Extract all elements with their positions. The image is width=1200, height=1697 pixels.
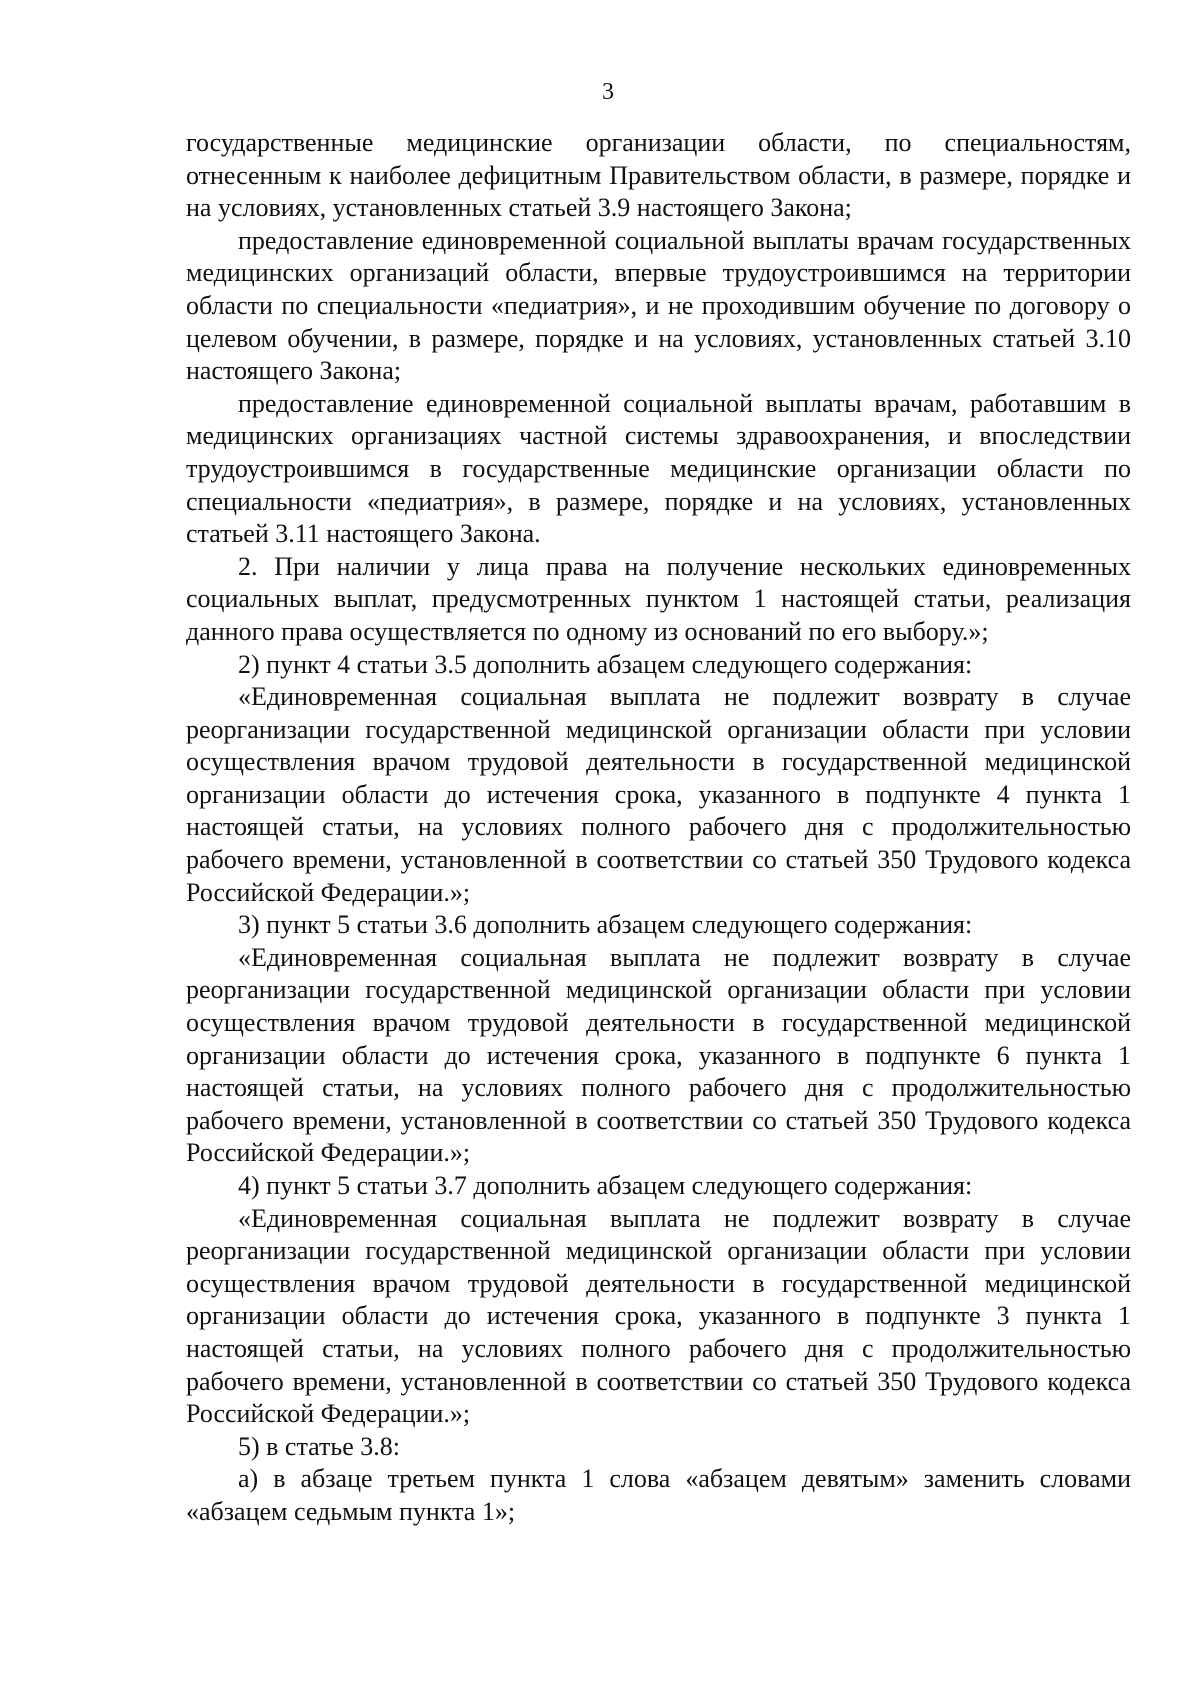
paragraph: предоставление единовременной социальной выплаты врачам государственных медицинских организаций области, впервые трудоустроившимся на территории области по специальности «педиатрия», и не проходившим обучение по договору о целевом обучении, в размере, порядке и на условиях, установленных статьей 3.10 настоящего Закона;	[186, 225, 1131, 386]
paragraph: 3) пункт 5 статьи 3.6 дополнить абзацем следующего содержания:	[238, 910, 973, 940]
paragraph: «Единовременная социальная выплата не подлежит возврату в случае реорганизации государственной медицинской организации области при условии осуществления врачом трудовой деятельности в государственной медицинской организации области до истечения срока, указанного в подпункте 6 пункта 1 настоящей статьи, на условиях полного рабочего дня с продолжительностью рабочего времени, установленной в соответствии со статьей 350 Трудового кодекса Российской Федерации.»;	[186, 942, 1131, 1168]
paragraph: «Единовременная социальная выплата не подлежит возврату в случае реорганизации государственной медицинской организации области при условии осуществления врачом трудовой деятельности в государственной медицинской организации области до истечения срока, указанного в подпункте 4 пункта 1 настоящей статьи, на условиях полного рабочего дня с продолжительностью рабочего времени, установленной в соответствии со статьей 350 Трудового кодекса Российской Федерации.»;	[186, 682, 1131, 907]
paragraph: «Единовременная социальная выплата не подлежит возврату в случае реорганизации государственной медицинской организации области при условии осуществления врачом трудовой деятельности в государственной медицинской организации области до истечения срока, указанного в подпункте 3 пункта 1 настоящей статьи, на условиях полного рабочего дня с продолжительностью рабочего времени, установленной в соответствии со статьей 350 Трудового кодекса Российской Федерации.»;	[186, 1203, 1131, 1429]
paragraph: а) в абзаце третьем пункта 1 слова «абзацем девятым» заменить словами «абзацем седьмым пункта 1»;	[186, 1464, 1131, 1526]
paragraph: 2) пункт 4 статьи 3.5 дополнить абзацем следующего содержания:	[238, 649, 973, 679]
page-number: 3	[602, 79, 614, 105]
paragraph: 2. При наличии у лица права на получение нескольких единовременных социальных выплат, предусмотренных пунктом 1 настоящей статьи, реализация данного права осуществляется по одному из оснований по его выбору.»;	[186, 551, 1131, 646]
paragraph: 4) пункт 5 статьи 3.7 дополнить абзацем следующего содержания:	[238, 1171, 973, 1200]
document-body	[186, 127, 1131, 1529]
paragraph: государственные медицинские организации области, по специальностям, отнесенным к наиболее дефицитным Правительством области, в размере, порядке и на условиях, установленных статьей 3.9 настоящего Закона;	[186, 128, 1131, 223]
paragraph: 5) в статье 3.8:	[238, 1431, 401, 1461]
paragraph: предоставление единовременной социальной выплаты врачам, работавшим в медицинских организациях частной системы здравоохранения, и впоследствии трудоустроившимся в государственные медицинские организации области по специальности «педиатрия», в размере, порядке и на условиях, установленных статьей 3.11 настоящего Закона.	[186, 388, 1131, 549]
